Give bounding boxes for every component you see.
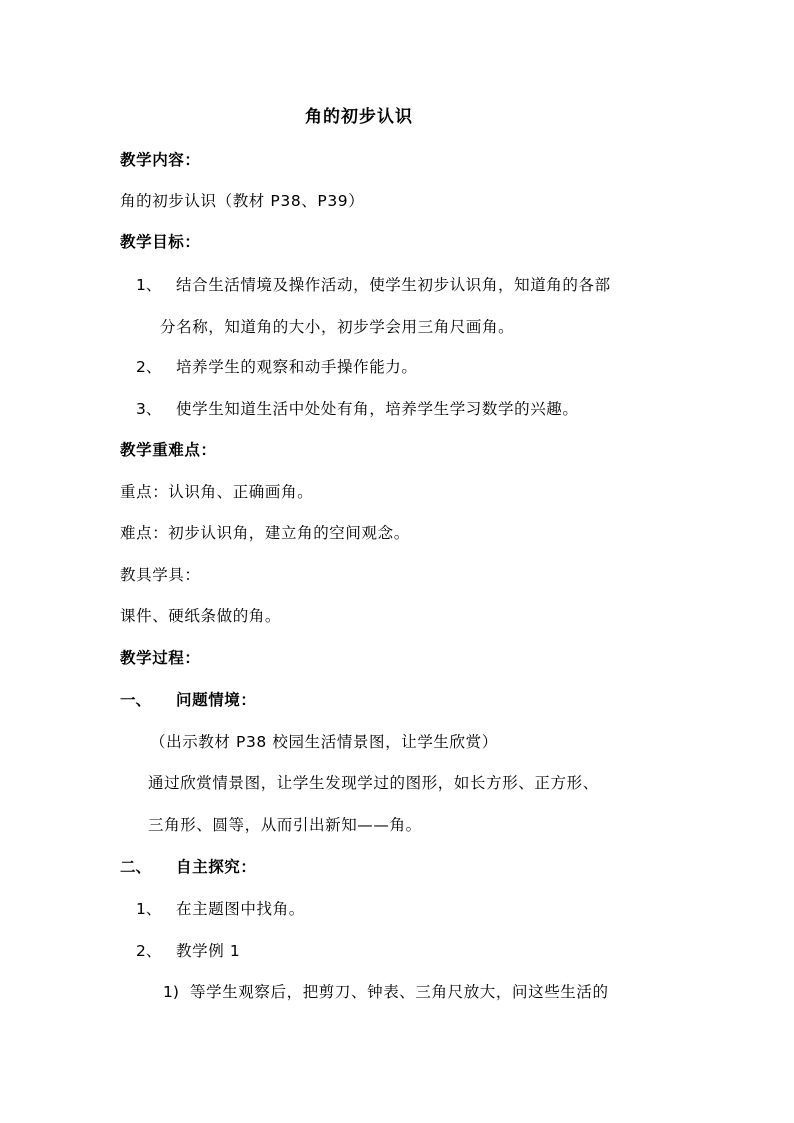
heading-teaching-process: 教学过程：	[120, 649, 201, 667]
heading-key-points: 教学重难点：	[120, 441, 217, 459]
key-point-text: 重点：认识角、正确画角。	[120, 483, 314, 501]
section-1-title: 问题情境：	[176, 691, 257, 709]
section-1-paragraph-line-2: 三角形、圆等，从而引出新知——角。	[148, 816, 422, 834]
section-1-note: （出示教材 P38 校园生活情景图，让学生欣赏）	[150, 733, 498, 751]
section-1-number: 一、	[120, 691, 152, 709]
section-2-title: 自主探究：	[176, 858, 257, 876]
goal-1-line-2: 分名称，知道角的大小，初步学会用三角尺画角。	[160, 318, 515, 336]
section-1-paragraph-line-1: 通过欣赏情景图，让学生发现学过的图形，如长方形、正方形、	[148, 774, 599, 792]
goal-1-line-1: 结合生活情境及操作活动，使学生初步认识角，知道角的各部	[176, 276, 611, 294]
step-2-number: 2、	[136, 942, 162, 960]
goal-2-number: 2、	[136, 358, 162, 376]
heading-teaching-content: 教学内容：	[120, 151, 201, 169]
teaching-tools-text: 课件、硬纸条做的角。	[120, 607, 282, 625]
goal-2-text: 培养学生的观察和动手操作能力。	[176, 358, 418, 376]
step-1-number: 1、	[136, 900, 162, 918]
teaching-content-text: 角的初步认识（教材 P38、P39）	[120, 192, 365, 210]
heading-teaching-tools: 教具学具：	[120, 566, 201, 584]
goal-3-text: 使学生知道生活中处处有角，培养学生学习数学的兴趣。	[176, 400, 579, 418]
heading-teaching-goals: 教学目标：	[120, 233, 201, 251]
step-2-text: 教学例 1	[176, 942, 241, 960]
goal-3-number: 3、	[136, 400, 162, 418]
substep-1-number: 1)	[163, 983, 179, 1001]
page-title: 角的初步认识	[305, 107, 413, 127]
difficulty-text: 难点：初步认识角，建立角的空间观念。	[120, 524, 410, 542]
substep-1-text: 等学生观察后，把剪刀、钟表、三角尺放大，问这些生活的	[190, 983, 609, 1001]
step-1-text: 在主题图中找角。	[176, 900, 305, 918]
section-2-number: 二、	[120, 858, 152, 876]
goal-1-number: 1、	[136, 276, 162, 294]
